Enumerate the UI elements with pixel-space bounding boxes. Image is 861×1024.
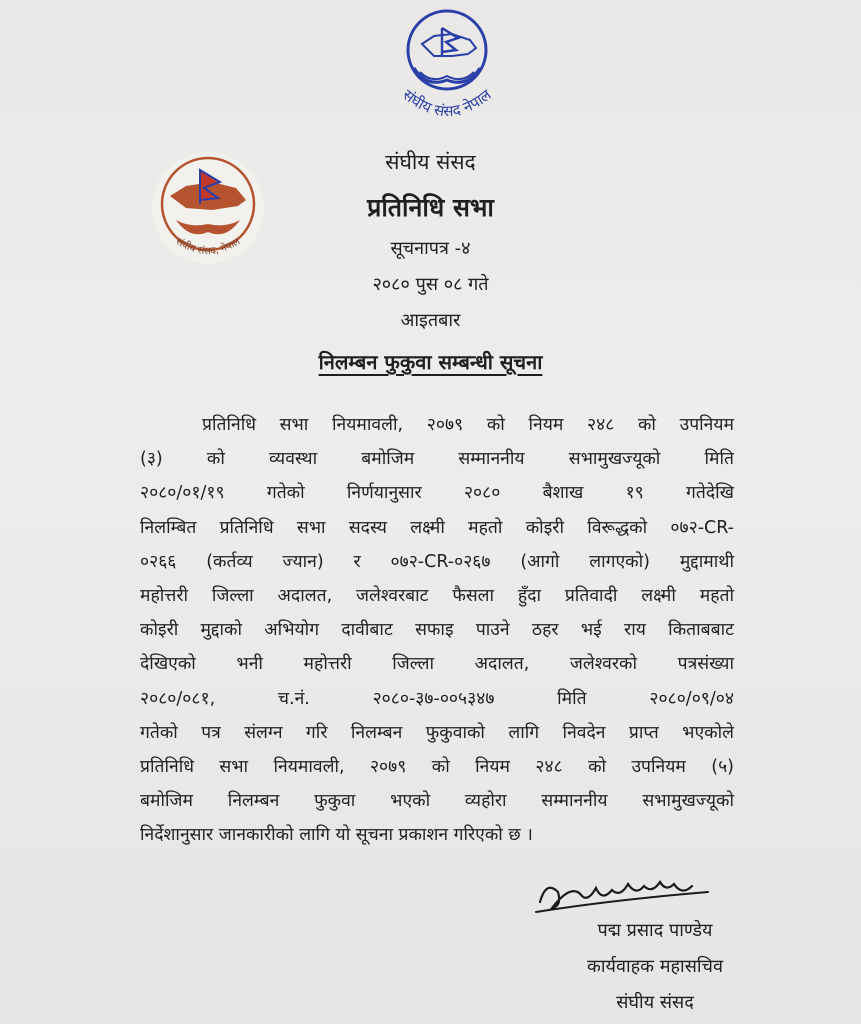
body-line: (३) को व्यवस्था बमोजिम सम्माननीय सभामुखज्यूको मिति bbox=[140, 449, 734, 470]
body-line: बमोजिम निलम्बन फुकुवा भएको व्यहोरा सम्माननीय सभामुखज्यूको bbox=[140, 791, 734, 812]
signature-icon bbox=[532, 862, 712, 922]
body-line: २०८०/०१/१९ गतेको निर्णयानुसार २०८० बैशाख १९ गतेदेखि bbox=[140, 483, 734, 504]
body-line: प्रतिनिधि सभा नियमावली, २०७९ को नियम २४८ को उपनियम bbox=[202, 415, 734, 435]
signatory-name: पद्म प्रसाद पाण्डेय bbox=[597, 920, 713, 941]
body-line: प्रतिनिधि सभा नियमावली, २०७९ को नियम २४८ को उपनियम (५) bbox=[140, 757, 734, 778]
notice-date: २०८० पुस ०८ गते bbox=[372, 274, 489, 295]
body-line: महोत्तरी जिल्ला अदालत, जलेश्वरबाट फैसला हुँदा प्रतिवादी लक्ष्मी महतो bbox=[140, 586, 734, 607]
body-line: कोइरी मुद्दाको अभियोग दावीबाट सफाइ पाउने ठहर भई राय किताबबाट bbox=[140, 620, 734, 641]
house-heading: प्रतिनिधि सभा bbox=[367, 193, 494, 222]
logo-side-text: संघीय संसद, नेपाल bbox=[173, 236, 243, 258]
body-line: गतेको पत्र संलग्न गरि निलम्बन फुकुवाको लागि निवदेन प्राप्त भएकोले bbox=[140, 722, 734, 743]
body-line: २०८०/०८१, च.नं. २०८०-३७-००५३४७ मिति २०८०/०९/०४ bbox=[140, 688, 734, 709]
signatory-title: कार्यवाहक महासचिव bbox=[587, 956, 723, 977]
notice-subject bbox=[0, 348, 861, 375]
body-line: निर्देशानुसार जानकारीको लागि यो सूचना प्रकाशन गरिएको छ । bbox=[140, 825, 533, 846]
emblem-top-text: संघीय संसद नेपाल bbox=[399, 85, 495, 121]
body-line: देखिएको भनी महोत्तरी जिल्ला अदालत, जलेश्वरको पत्रसंख्या bbox=[140, 654, 734, 675]
notice-body bbox=[140, 408, 734, 853]
body-line: ०२६६ (कर्तव्य ज्यान) र ०७२-CR-०२६७ (आगो लागएको) मुद्दामाथी bbox=[140, 551, 734, 572]
notice-day: आइतबार bbox=[400, 310, 461, 331]
federal-parliament-emblem-icon bbox=[372, 6, 522, 130]
parliament-heading: संघीय संसद bbox=[385, 150, 476, 174]
signatory-organization: संघीय संसद bbox=[616, 992, 694, 1013]
notice-number: सूचनापत्र -४ bbox=[390, 238, 471, 259]
body-line: निलम्बित प्रतिनिधि सभा सदस्य लक्ष्मी महतो कोइरी विरूद्धको ०७२-CR- bbox=[140, 517, 734, 538]
subject-text: निलम्बन फुकुवा सम्बन्धी सूचना bbox=[318, 350, 543, 374]
